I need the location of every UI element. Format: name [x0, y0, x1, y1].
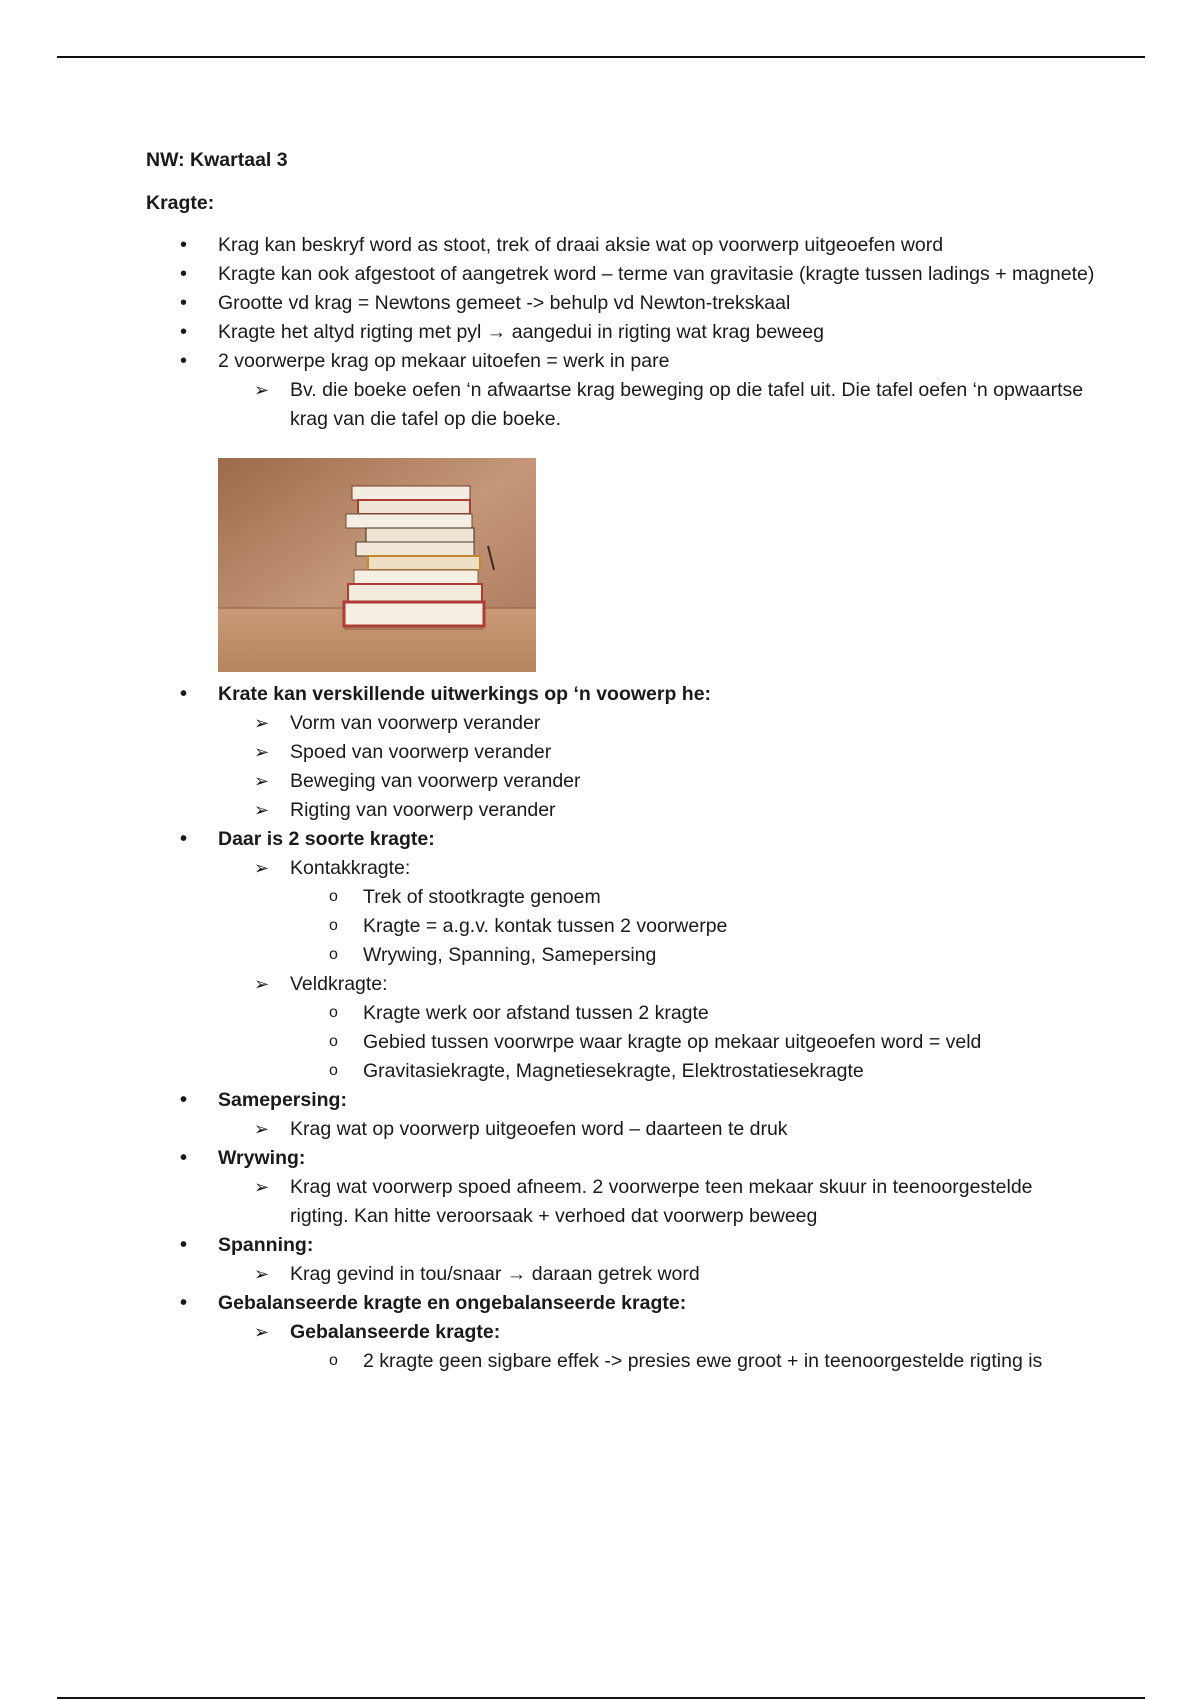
document-body — [146, 146, 1096, 1376]
friction-list — [146, 1173, 1096, 1231]
list-item: ➢ Spoed van voorwerp verander — [146, 738, 1096, 767]
list-item: • Daar is 2 soorte kragte: ➢ Kontakkragte: o Trek of stootkragte genoem o Kragte = a.g.v. kontak tussen 2 voorwerpe o Wrywing, Spanning, Samepersing ➢ Veldkragte: o Kragte werk oor afstand tussen 2 kragte o Gebied tussen voorwrpe waar kragte op mekaar uitgeoefen word = veld o Gravitasiekragte, Magnetiesekragte, Elektrostatiesekragte — [146, 825, 1096, 1086]
list-item: ➢ Rigting van voorwerp verander — [146, 796, 1096, 825]
list-item: o 2 kragte geen sigbare effek -> presies ewe groot + in teenoorgestelde rigting is — [146, 1347, 1096, 1376]
list-item: ➢ Vorm van voorwerp verander — [146, 709, 1096, 738]
list-item: ➢ Beweging van voorwerp verander — [146, 767, 1096, 796]
list-item: • Gebalanseerde kragte en ongebalanseerde kragte: ➢ Gebalanseerde kragte: o 2 kragte geen sigbare effek -> presies ewe groot + in teenoorgestelde rigting is — [146, 1289, 1096, 1376]
document-title: NW: Kwartaal 3 — [146, 149, 288, 171]
list-item: • Spanning: ➢ Krag gevind in tou/snaar → daraan getrek word — [146, 1231, 1096, 1289]
main-list — [146, 680, 1096, 1376]
list-item: • Krag kan beskryf word as stoot, trek of draai aksie wat op voorwerp uitgeoefen word — [146, 231, 1096, 260]
list-item: • Grootte vd krag = Newtons gemeet -> behulp vd Newton-trekskaal — [146, 289, 1096, 318]
intro-sub-list — [146, 376, 1096, 434]
list-item: ➢ Kontakkragte: o Trek of stootkragte genoem o Kragte = a.g.v. kontak tussen 2 voorwerpe o Wrywing, Spanning, Samepersing — [146, 854, 1096, 970]
list-item: • 2 voorwerpe krag op mekaar uitoefen = werk in pare ➢ Bv. die boeke oefen ‘n afwaartse krag beweging op die tafel uit. Die tafel oefen ‘n opwaartse krag van die tafel op die boeke. — [146, 347, 1096, 434]
book-stack-image — [218, 458, 536, 672]
list-item: ➢ Krag wat voorwerp spoed afneem. 2 voorwerpe teen mekaar skuur in teenoorgestelde rigting. Kan hitte veroorsaak + verhoed dat voorwerp beweeg — [146, 1173, 1096, 1231]
list-item: • Wrywing: ➢ Krag wat voorwerp spoed afneem. 2 voorwerpe teen mekaar skuur in teenoorgestelde rigting. Kan hitte veroorsaak + verhoed dat voorwerp beweeg — [146, 1144, 1096, 1231]
intro-list — [146, 231, 1096, 434]
books-photo — [218, 458, 536, 672]
compression-list — [146, 1115, 1096, 1144]
list-item: o Kragte = a.g.v. kontak tussen 2 voorwerpe — [146, 912, 1096, 941]
balanced-list — [146, 1318, 1096, 1376]
section-heading: Kragte: — [146, 192, 215, 214]
list-item: o Gravitasiekragte, Magnetiesekragte, Elektrostatiesekragte — [146, 1057, 1096, 1086]
list-item: o Trek of stootkragte genoem — [146, 883, 1096, 912]
list-item: ➢ Gebalanseerde kragte: o 2 kragte geen sigbare effek -> presies ewe groot + in teenoorgestelde rigting is — [146, 1318, 1096, 1376]
list-item: • Krate kan verskillende uitwerkings op ‘n voowerp he: ➢ Vorm van voorwerp verander ➢ Spoed van voorwerp verander ➢ Beweging van voorwerp verander ➢ Rigting van voorwerp verander — [146, 680, 1096, 825]
list-item: • Kragte het altyd rigting met pyl → aangedui in rigting wat krag beweeg — [146, 318, 1096, 347]
top-rule — [57, 56, 1145, 58]
types-list — [146, 854, 1096, 1086]
list-item: o Kragte werk oor afstand tussen 2 kragte — [146, 999, 1096, 1028]
list-item: o Gebied tussen voorwrpe waar kragte op mekaar uitgeoefen word = veld — [146, 1028, 1096, 1057]
field-list — [146, 999, 1096, 1086]
bottom-rule — [57, 1697, 1145, 1699]
list-item: • Samepersing: ➢ Krag wat op voorwerp uitgeoefen word – daarteen te druk — [146, 1086, 1096, 1144]
effects-list — [146, 709, 1096, 825]
list-item: o Wrywing, Spanning, Samepersing — [146, 941, 1096, 970]
list-item: ➢ Veldkragte: o Kragte werk oor afstand tussen 2 kragte o Gebied tussen voorwrpe waar kragte op mekaar uitgeoefen word = veld o Gravitasiekragte, Magnetiesekragte, Elektrostatiesekragte — [146, 970, 1096, 1086]
list-item: ➢ Bv. die boeke oefen ‘n afwaartse krag beweging op die tafel uit. Die tafel oefen ‘n opwaartse krag van die tafel op die boeke. — [146, 376, 1096, 434]
tension-list — [146, 1260, 1096, 1289]
list-item: • Kragte kan ook afgestoot of aangetrek word – terme van gravitasie (kragte tussen ladings + magnete) — [146, 260, 1096, 289]
balanced-sub-list — [146, 1347, 1096, 1376]
contact-list — [146, 883, 1096, 970]
list-item: ➢ Krag wat op voorwerp uitgeoefen word – daarteen te druk — [146, 1115, 1096, 1144]
list-item: ➢ Krag gevind in tou/snaar → daraan getrek word — [146, 1260, 1096, 1289]
